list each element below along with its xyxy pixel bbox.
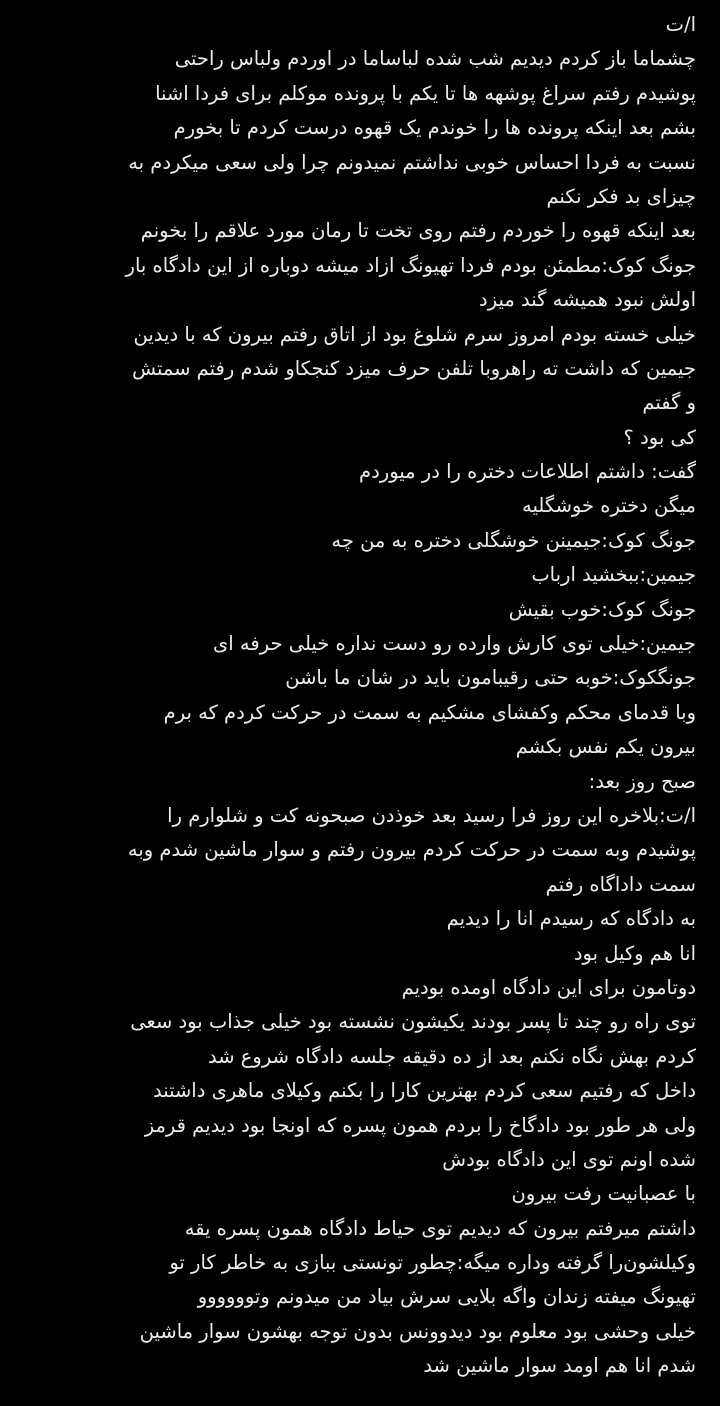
text-line: ولی هر طور بود دادگاخ را بردم همون پسره که اونجا بود دیدیم قرمز [144, 1113, 696, 1137]
text-line: به دادگاه که رسیدم انا را دیدیم [446, 907, 696, 931]
text-line: جیمین:ببخشید ارباب [531, 563, 696, 587]
text-line: وبا قدمای محکم وکفشای مشکیم به سمت در حرکت کردم که برم [163, 700, 696, 724]
text-line: انا هم وکیل بود [573, 941, 696, 965]
text-line: شده اونم توی این دادگاه بودش [442, 1147, 696, 1171]
text-line: داشتم میرفتم بیرون که دیدیم توی حیاط دادگاه همون پسره یقه [184, 1216, 696, 1240]
text-line: پوشیدم وبه سمت در حرکت کردم بیرون رفتم و سوار ماشین شدم وبه [127, 838, 696, 862]
text-line: توی راه رو چند تا پسر بودند یکیشون نشسته بود خیلی جذاب بود سعی [130, 1010, 696, 1034]
text-line: نسبت به فردا احساس خوبی نداشتم نمیدونم چرا ولی سعی میکردم به [128, 150, 696, 174]
text-line: چیزای بد فکر نکنم [546, 184, 696, 208]
text-line: شدم انا هم اومد سوار ماشین شد [423, 1354, 696, 1378]
text-line: بیرون یکم نفس بکشم [515, 735, 696, 759]
text-line: کی بود ؟ [623, 425, 696, 449]
text-line: تهیونگ میفته زندان واگه بلایی سرش بیاد من میدونم وتوووووو [197, 1285, 696, 1309]
text-line: جونگ کوک:جیمینن خوشگلی دختره به من چه [331, 528, 696, 552]
text-line: ا/ت [665, 13, 696, 36]
text-line: کردم بهش نگاه نکنم بعد از ده دقیقه جلسه دادگاه شروع شد [208, 1044, 696, 1068]
text-line: جونگ کوک:خوب بقیش [508, 597, 696, 621]
text-line: خیلی وحشی بود معلوم بود دیدوونس بدون توجه بهشون سوار ماشین [139, 1319, 696, 1343]
text-line: داخل که رفتیم سعی کردم بهترین کارا را بکنم وکیلای ماهری داشتند [152, 1079, 696, 1103]
text-line: میگن دختره خوشگلیه [522, 494, 696, 518]
text-line: گفت: داشتم اطلاعات دختره را در میوردم [359, 460, 696, 484]
text-line: جیمین که داشت ته راهروبا تلفن حرف میزد کنجکاو شدم رفتم سمتش [132, 356, 696, 380]
text-line: پوشیدم رفتم سراغ پوشهه ها تا یکم با پرونده موکلم برای فردا اشنا [155, 81, 696, 105]
text-line: وکیلشون‌را گرفته وداره میگه:چطور تونستی ببازی به خاطر کار تو [169, 1251, 696, 1275]
text-line: سمت داداگاه رفتم [545, 872, 696, 896]
text-line: بشم بعد اینکه پرونده ها را خوندم یک قهوه درست کردم تا بخورم [173, 116, 696, 140]
text-line: صبح روز بعد: [588, 769, 696, 793]
text-line: جونگکوک:خوبه حتی رقیبامون باید در شان ما باشن [285, 666, 696, 690]
text-line: چشماما باز کردم دیدیم شب شده لباساما در اوردم ولباس راحتی [174, 47, 696, 71]
text-line: دوتامون برای این دادگاه اومده بودیم [401, 975, 696, 999]
text-line: با عصبانیت رفت بیرون [511, 1182, 696, 1206]
text-line: خیلی خسته بودم امروز سرم شلوغ بود از اتاق رفتم بیرون که با دیدین [133, 322, 696, 346]
text-line: بعد اینکه قهوه را خوردم رفتم روی تخت تا رمان مورد علاقم را بخونم [140, 219, 696, 243]
text-line: جیمین:خیلی توی کارش وارده رو دست نداره خیلی حرفه ای [213, 632, 696, 656]
text-line: جونگ کوک:مطمئن بودم فردا تهیونگ ازاد میشه دوباره از این دادگاه بار [125, 253, 696, 277]
text-line: ا/ت:بلاخره این روز فرا رسید بعد خوذدن صبحونه کت و شلوارم را [167, 803, 696, 827]
story-text [6, 8, 696, 1384]
text-line: اولش نبود همیشه گند میزد [479, 288, 696, 312]
text-line: و گفتم [642, 391, 696, 415]
